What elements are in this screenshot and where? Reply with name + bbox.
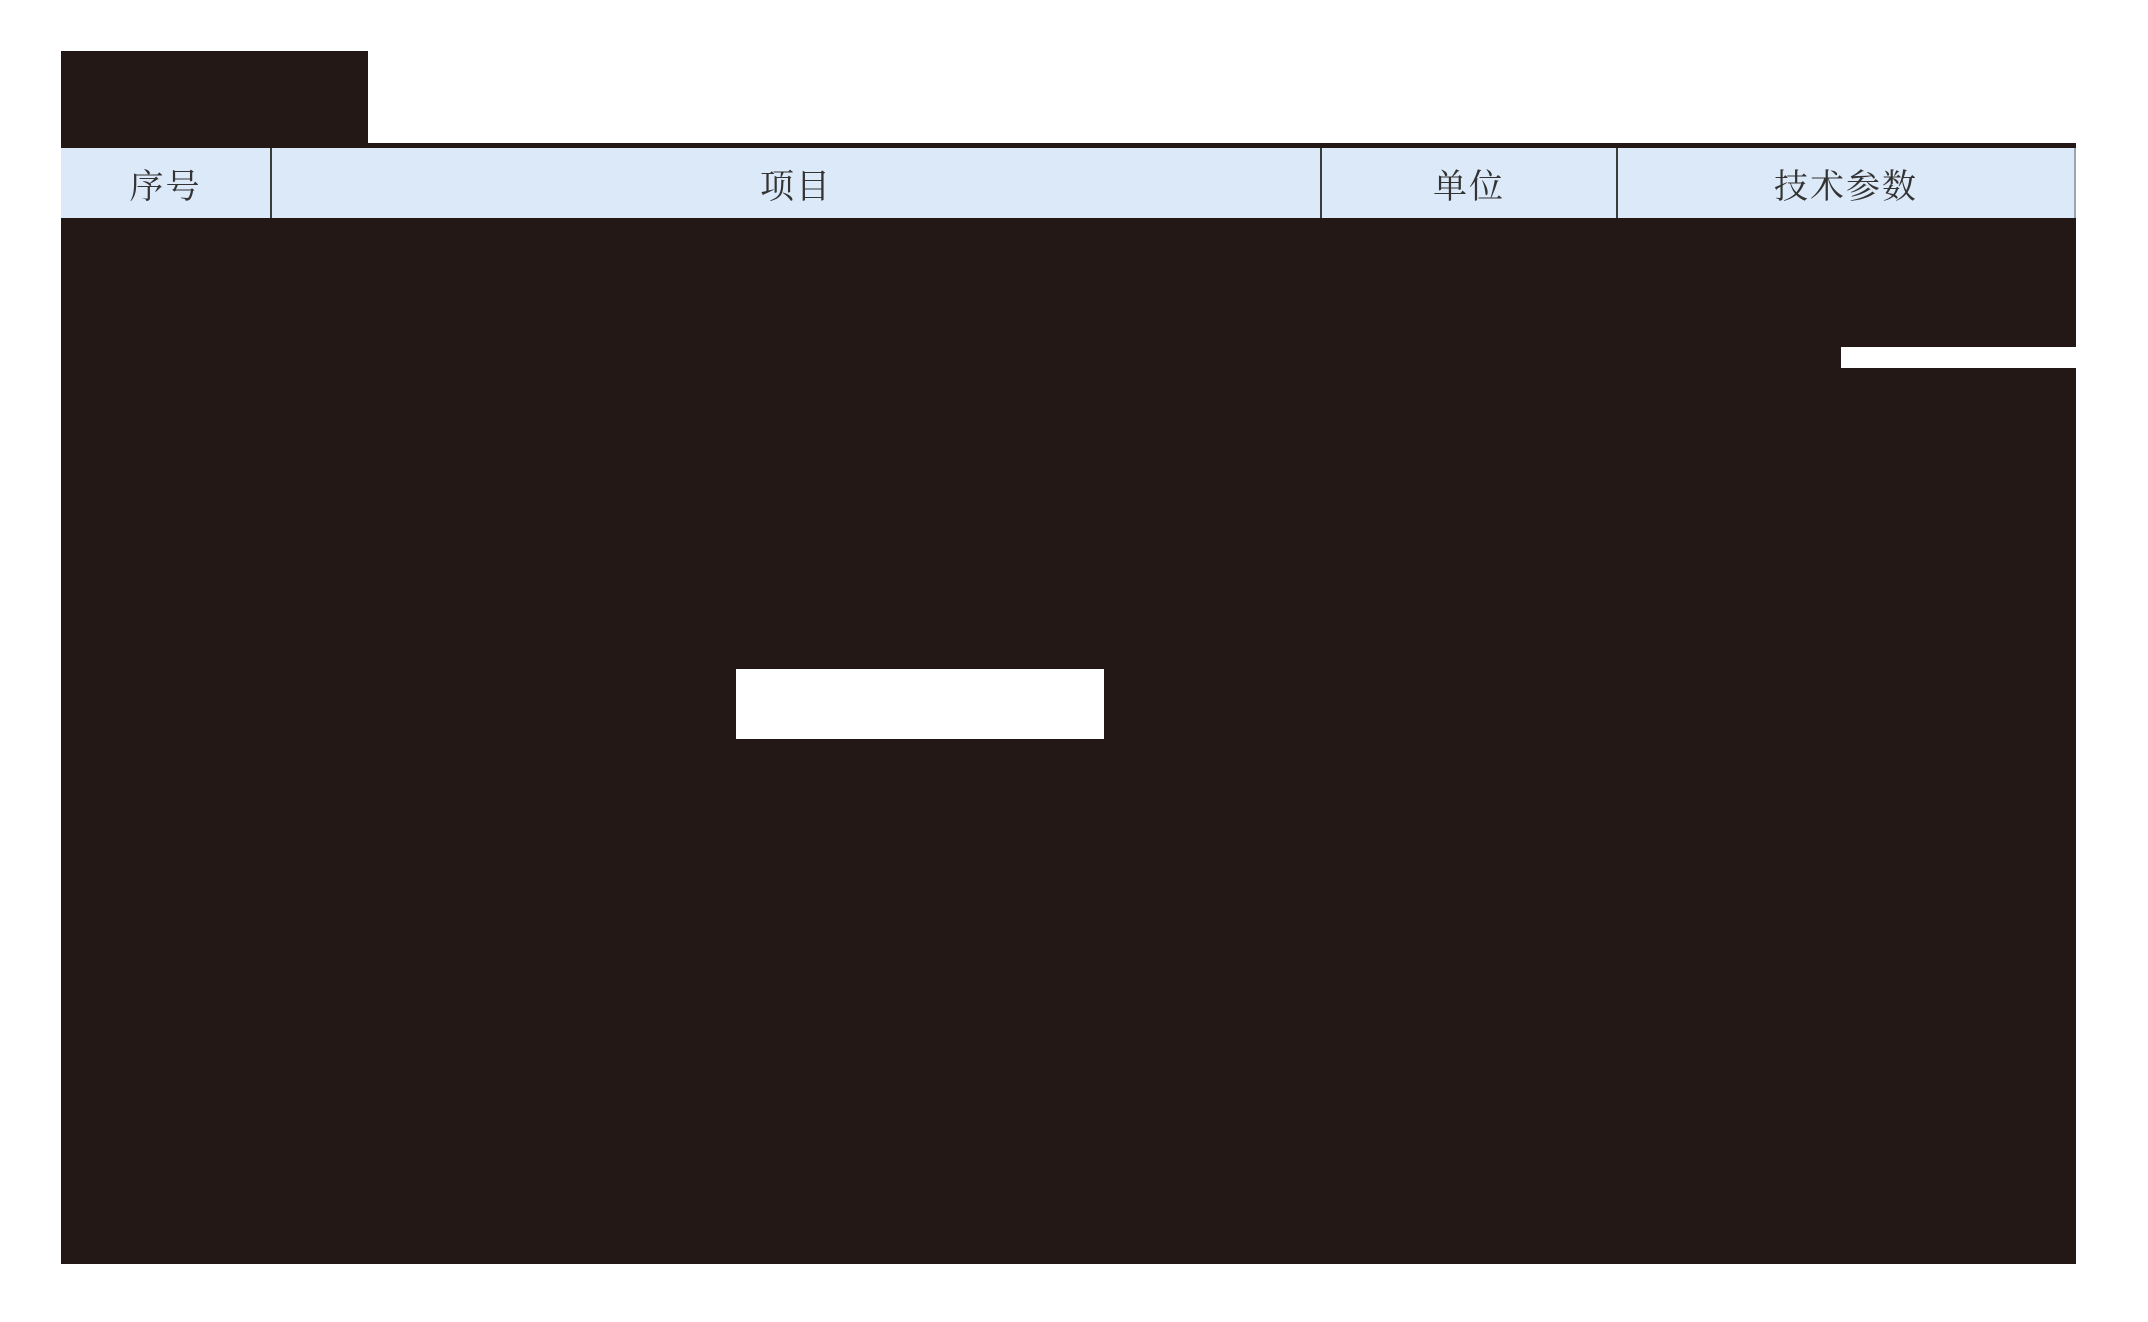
redacted-title-block: [61, 51, 368, 148]
column-header-technical-parameters: [1616, 148, 2074, 218]
column-header-unit: [1320, 148, 1616, 218]
column-header-unit-label: 单位: [1433, 167, 1505, 206]
column-header-item-label: 项目: [760, 167, 832, 206]
redaction-gap-center-rect: [736, 669, 1104, 739]
redaction-gap-right-strip: [1841, 347, 2076, 368]
column-header-serial-number-label: 序号: [129, 167, 202, 206]
table-header-row: [61, 148, 2076, 218]
redacted-table-body: [61, 218, 2076, 1264]
column-header-serial-number: [61, 148, 270, 218]
column-header-item: [270, 148, 1320, 218]
column-header-technical-parameters-label: 技术参数: [1774, 167, 1918, 206]
